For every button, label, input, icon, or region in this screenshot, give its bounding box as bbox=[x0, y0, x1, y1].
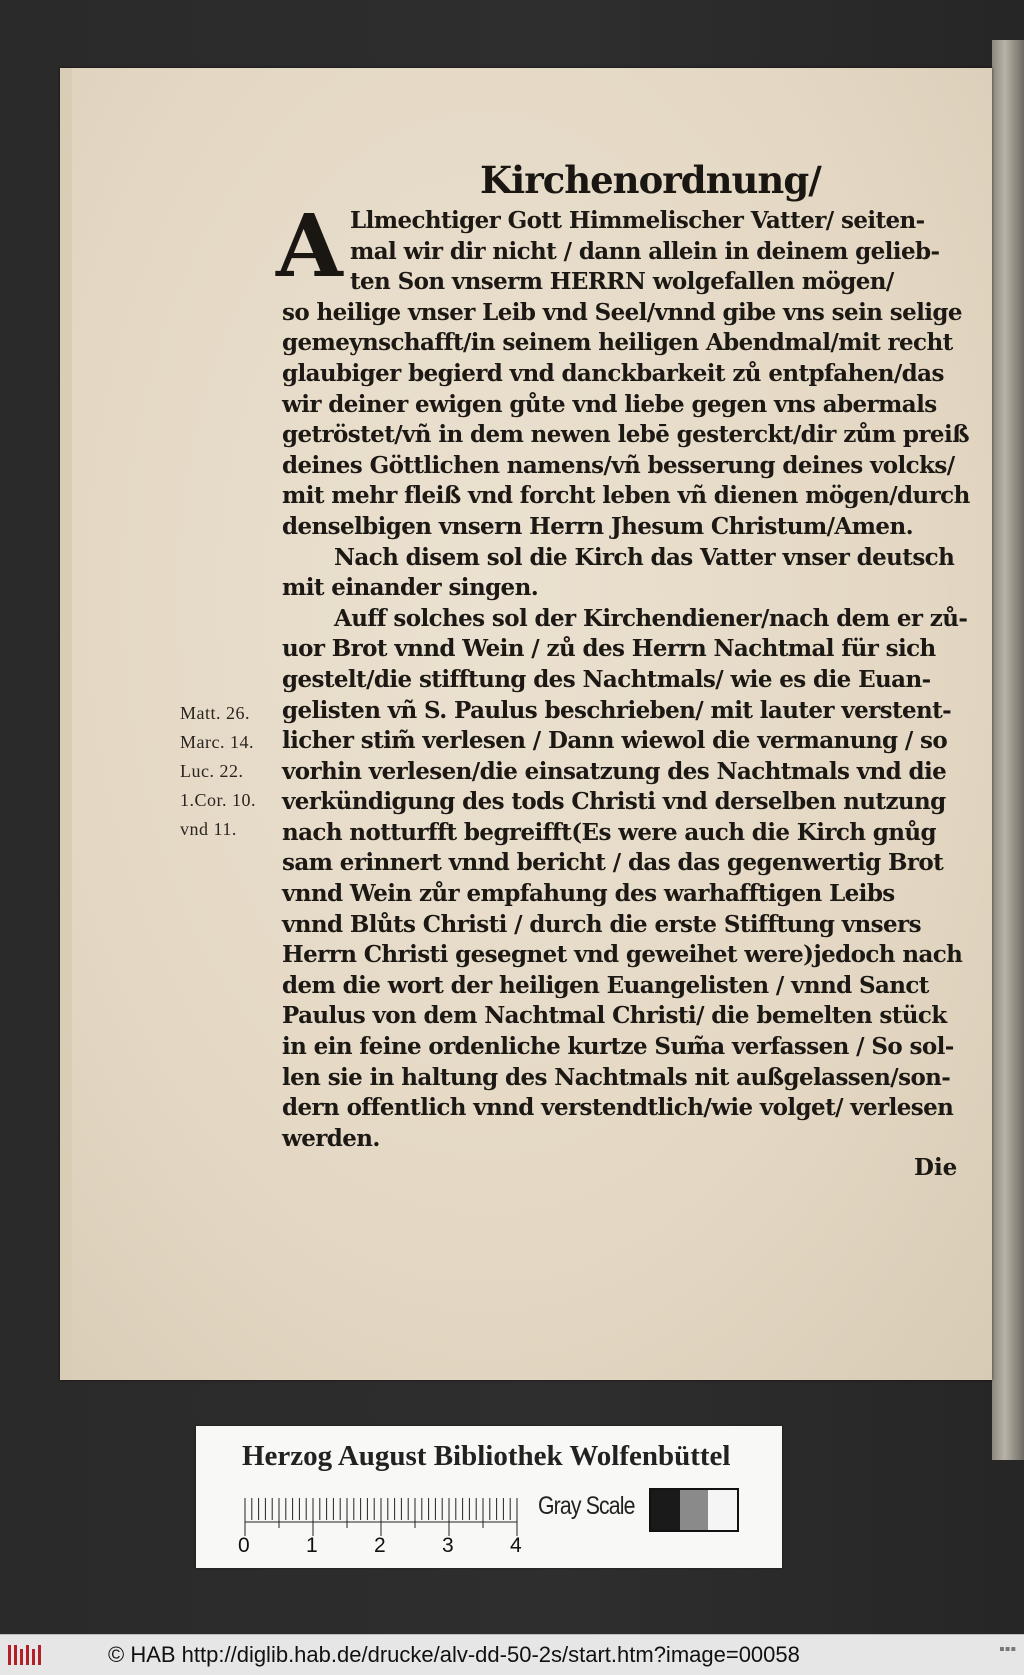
text-line: vnnd Wein zůr empfahung des warhafftigen Leibs bbox=[282, 880, 895, 908]
text-line: so heilige vnser Leib vnd Seel/vnnd gibe vns sein selige bbox=[282, 298, 962, 326]
text-line: len sie in haltung des Nachtmals nit außgelassen/son- bbox=[282, 1063, 951, 1091]
text-line: Nach disem sol die Kirch das Vatter vnser deutsch bbox=[334, 543, 955, 571]
source-url[interactable]: © HAB http://diglib.hab.de/drucke/alv-dd-50-2s/start.htm?image=00058 bbox=[108, 1642, 800, 1667]
text-line: mit einander singen. bbox=[282, 574, 539, 602]
more-icon[interactable]: ▪▪▪ bbox=[998, 1641, 1016, 1658]
gray-swatch bbox=[708, 1490, 737, 1530]
text-line: uor Brot vnnd Wein / zů des Herrn Nachtmal für sich bbox=[282, 635, 936, 663]
ruler-scale bbox=[244, 1494, 520, 1536]
margin-notes bbox=[180, 699, 284, 844]
page-body-text bbox=[282, 206, 970, 1154]
ruler-label: 1 bbox=[306, 1534, 318, 1557]
running-header: Kirchenordnung/ bbox=[480, 158, 821, 202]
text-line: dern offentlich vnnd verstendtlich/wie volget/ verlesen bbox=[282, 1094, 954, 1122]
text-line: mal wir dir nicht / dann allein in deinem gelieb- bbox=[350, 237, 940, 265]
text-line: vnnd Blůts Christi / durch die erste Stifftung vnsers bbox=[282, 910, 921, 938]
margin-note: Marc. 14. bbox=[180, 732, 254, 752]
margin-note: 1.Cor. 10. bbox=[180, 790, 257, 810]
ruler-label: 3 bbox=[442, 1534, 454, 1557]
text-line: in ein feine ordenliche kurtze Sum̃a verfassen / So sol- bbox=[282, 1033, 954, 1061]
gray-swatch bbox=[680, 1490, 709, 1530]
text-line: licher stim̃ verlesen / Dann wiewol die vermanung / so bbox=[282, 727, 948, 755]
text-line: Paulus von dem Nachtmal Christi/ die bemelten stück bbox=[282, 1002, 947, 1030]
text-line: gelisten vñ S. Paulus beschrieben/ mit lauter verstent- bbox=[282, 696, 952, 724]
margin-note: Luc. 22. bbox=[180, 761, 244, 781]
text-line: vorhin verlesen/die einsatzung des Nachtmals vnd die bbox=[282, 757, 947, 785]
text-line: glaubiger begierd vnd danckbarkeit zů entpfahen/das bbox=[282, 359, 944, 387]
text-line: getröstet/vñ in dem newen lebē gesterckt/dir zům preiß bbox=[282, 421, 969, 449]
gray-scale-label: Gray Scale bbox=[538, 1492, 635, 1520]
text-line: gemeynschafft/in seinem heiligen Abendmal/mit recht bbox=[282, 329, 953, 357]
color-scale-card bbox=[196, 1426, 782, 1568]
gray-swatch bbox=[651, 1490, 680, 1530]
catchword: Die bbox=[914, 1154, 958, 1181]
ruler-label: 4 bbox=[510, 1534, 522, 1557]
text-line: denselbigen vnsern Herrn Jhesum Christum/Amen. bbox=[282, 512, 913, 540]
margin-note: vnd 11. bbox=[180, 819, 237, 839]
gray-scale-swatches bbox=[649, 1488, 739, 1532]
text-line: deines Göttlichen namens/vñ besserung deines volcks/ bbox=[282, 451, 955, 479]
text-line: mit mehr fleiß vnd forcht leben vñ dienen mögen/durch bbox=[282, 482, 970, 510]
book-edge bbox=[992, 40, 1024, 1460]
text-line: Auff solches sol der Kirchendiener/nach dem er zů- bbox=[334, 604, 968, 632]
text-line: Herrn Christi gesegnet vnd geweihet were)jedoch nach bbox=[282, 941, 963, 969]
library-name: Herzog August Bibliothek Wolfenbüttel bbox=[242, 1440, 731, 1472]
footer-bar bbox=[0, 1634, 1024, 1675]
hab-logo-icon bbox=[8, 1643, 44, 1667]
margin-note: Matt. 26. bbox=[180, 703, 250, 723]
text-line: dem die wort der heiligen Euangelisten / vnnd Sanct bbox=[282, 971, 929, 999]
text-line: gestelt/die stifftung des Nachtmals/ wie es die Euan- bbox=[282, 665, 931, 693]
drop-initial: A bbox=[276, 196, 343, 297]
text-line: verkündigung des tods Christi vnd derselben nutzung bbox=[282, 788, 946, 816]
text-line: nach notturfft begreifft(Es were auch die Kirch gnůg bbox=[282, 818, 936, 846]
text-line: sam erinnert vnnd bericht / das das gegenwertig Brot bbox=[282, 849, 944, 877]
text-line: Llmechtiger Gott Himmelischer Vatter/ seiten- bbox=[350, 207, 925, 234]
ruler-label: 2 bbox=[374, 1534, 386, 1557]
ruler-labels bbox=[238, 1534, 538, 1562]
text-line: werden. bbox=[282, 1124, 380, 1152]
text-line: ten Son vnserm HERRN wolgefallen mögen/ bbox=[350, 268, 894, 296]
text-line: wir deiner ewigen gůte vnd liebe gegen vns abermals bbox=[282, 390, 937, 418]
ruler-label: 0 bbox=[238, 1534, 250, 1557]
